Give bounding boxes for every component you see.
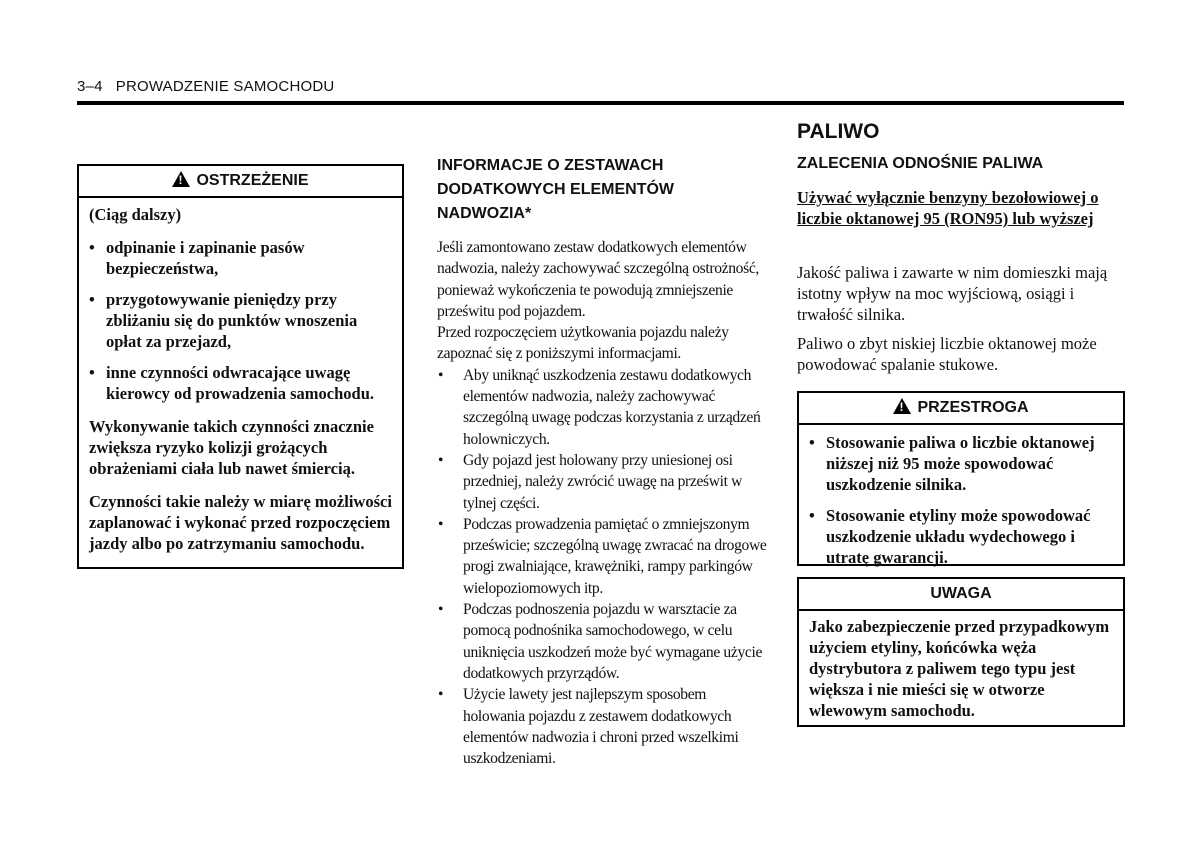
list-item: • przygotowywanie pieniędzy przy zbliżaniu się do punktów wnoszenia opłat za przejazd,	[89, 289, 392, 352]
fuel-subtitle: ZALECENIA ODNOŚNIE PALIWA	[797, 155, 1044, 172]
list-item: • Aby uniknąć uszkodzenia zestawu dodatkowych elementów nadwozia, należy zachowywać szczególną uwagę podczas korzystania z urządzeń holowniczych.	[437, 365, 767, 450]
paragraph: Paliwo o zbyt niskiej liczbie oktanowej może powodować spalanie stukowe.	[797, 334, 1097, 374]
list-item: • Gdy pojazd jest holowany przy uniesionej osi przedniej, należy zwrócić uwagę na prześwit w tylnej części.	[437, 450, 767, 514]
page-number: 3–4	[77, 78, 103, 95]
paragraph: Jeśli zamontowano zestaw dodatkowych elementów nadwozia, należy zachowywać szczególną ostrożność, ponieważ wykończenia te powodują zmniejszenie prześwitu pod pojazdem.	[437, 239, 759, 320]
page-header	[77, 78, 334, 95]
warning-triangle-icon	[172, 171, 190, 187]
caution-list	[809, 432, 1113, 568]
list-item: • Stosowanie paliwa o liczbie oktanowej niższej niż 95 może spowodować uszkodzenie silnika.	[809, 432, 1113, 495]
warning-list	[89, 237, 392, 404]
fuel-recommendation: Używać wyłącznie benzyny bezołowiowej o liczbie oktanowej 95 (RON95) lub wyższej	[797, 188, 1099, 228]
warning-title: OSTRZEŻENIE	[196, 172, 309, 189]
warning-box-body	[79, 198, 402, 564]
list-item: • Stosowanie etyliny może spowodować uszkodzenie układu wydechowego i utratę gwarancji.	[809, 505, 1113, 568]
list-item: • inne czynności odwracające uwagę kierowcy od prowadzenia samochodu.	[89, 362, 392, 404]
paragraph: Przed rozpoczęciem użytkowania pojazdu należy zapoznać się z poniższymi informacjami.	[437, 324, 729, 363]
caution-box-body	[799, 425, 1123, 590]
paragraph: Jakość paliwa i zawarte w nim domieszki mają istotny wpływ na moc wyjściową, osiągi i trwałość silnika.	[797, 263, 1108, 324]
note-box	[797, 577, 1125, 727]
warning-paragraph: Wykonywanie takich czynności znacznie zwiększa ryzyko kolizji grożących obrażeniami ciała lub nawet śmiercią.	[89, 417, 374, 478]
caution-title: PRZESTROGA	[917, 399, 1029, 416]
note-box-body	[799, 611, 1123, 731]
chapter-title: PROWADZENIE SAMOCHODU	[115, 78, 335, 95]
warning-triangle-icon	[893, 398, 911, 414]
info-list	[437, 365, 767, 770]
list-item: • odpinanie i zapinanie pasów bezpieczeństwa,	[89, 237, 392, 279]
list-item: • Podczas prowadzenia pamiętać o zmniejszonym prześwicie; szczególną uwagę zwracać na drogowe progi zwalniające, krawężniki, rampy parkingów wielopoziomowych itp.	[437, 514, 767, 599]
list-item: • Użycie lawety jest najlepszym sposobem holowania pojazdu z zestawem dodatkowych elementów nadwozia i chroni przed wszelkimi uszkodzeniami.	[437, 684, 767, 769]
warning-paragraph: Czynności takie należy w miarę możliwości zaplanować i wykonać przed rozpoczęciem jazdy albo po zatrzymaniu samochodu.	[89, 492, 392, 553]
note-box-header	[799, 579, 1123, 611]
warning-box	[77, 164, 404, 569]
note-title: UWAGA	[930, 585, 992, 602]
continued-label: (Ciąg dalszy)	[89, 205, 182, 224]
fuel-title: PALIWO	[797, 120, 880, 143]
note-text: Jako zabezpieczenie przed przypadkowym użyciem etyliny, końcówka węża dystrybutora z paliwem tego typu jest większa i nie mieści się w otworze wlewowym samochodu.	[809, 617, 1110, 720]
caution-box	[797, 391, 1125, 566]
section-heading: INFORMACJE O ZESTAWACH DODATKOWYCH ELEMENTÓW NADWOZIA*	[437, 157, 675, 222]
header-rule	[77, 101, 1124, 105]
warning-box-header	[79, 166, 402, 198]
caution-box-header	[799, 393, 1123, 425]
section-body	[437, 237, 767, 769]
list-item: • Podczas podnoszenia pojazdu w warsztacie za pomocą podnośnika samochodowego, w celu uniknięcia uszkodzeń może być wymagane użycie dodatkowych przyrządów.	[437, 599, 767, 684]
